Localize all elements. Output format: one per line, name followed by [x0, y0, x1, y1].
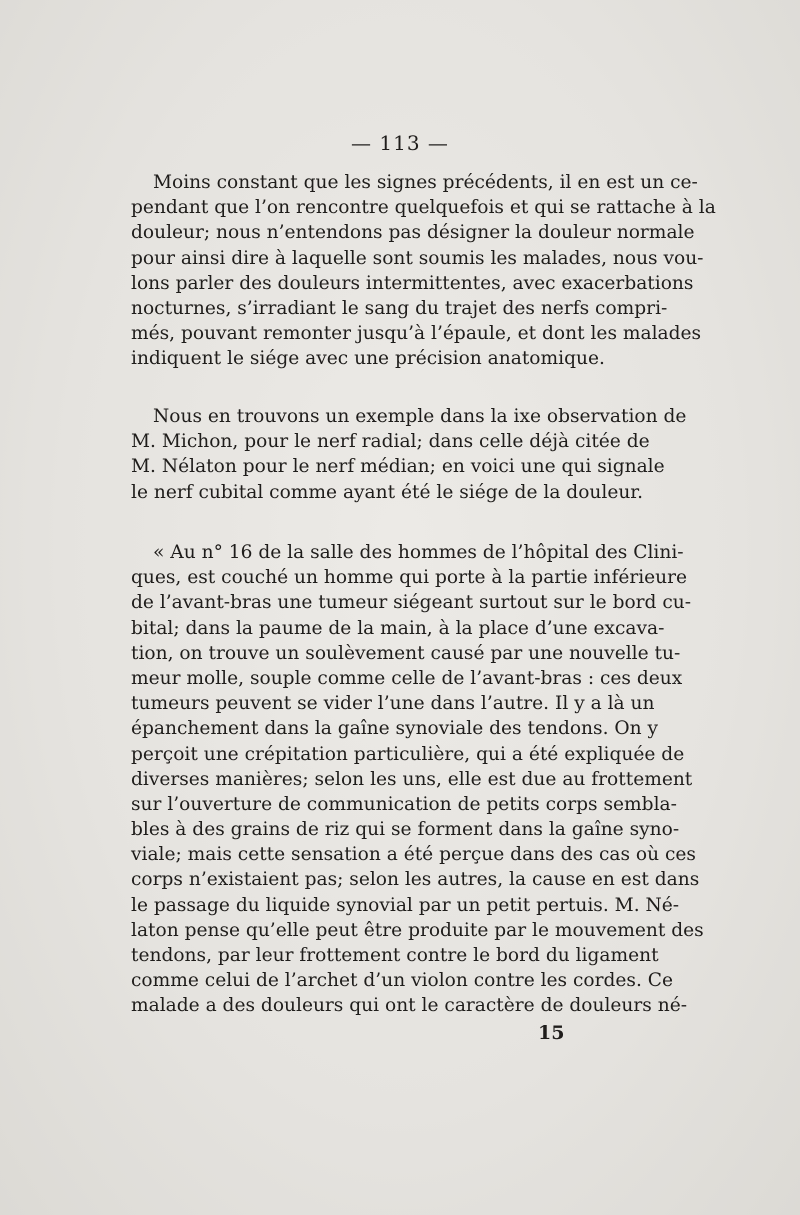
text-line: malade a des douleurs qui ont le caractère de douleurs né- [131, 995, 687, 1017]
text-line: lons parler des douleurs intermittentes, avec exacerbations [131, 272, 694, 294]
text-line: sur l’ouverture de communication de petits corps sembla- [131, 793, 677, 815]
text-line: le passage du liquide synovial par un petit pertuis. M. Né- [131, 894, 680, 916]
text-line: ques, est couché un homme qui porte à la partie inférieure [131, 567, 688, 589]
text-line: diverses manières; selon les uns, elle est due au frottement [131, 768, 693, 790]
text-line: de l’avant-bras une tumeur siégeant surtout sur le bord cu- [131, 592, 692, 614]
text-line: le nerf cubital comme ayant été le siége de la douleur. [131, 481, 644, 503]
text-line: nocturnes, s’irradiant le sang du trajet des nerfs compri- [131, 297, 668, 319]
page-number-header: — 113 — [351, 131, 449, 155]
text-line: viale; mais cette sensation a été perçue dans des cas où ces [131, 844, 696, 866]
text-line: laton pense qu’elle peut être produite par le mouvement des [131, 919, 704, 941]
text-line: bles à des grains de riz qui se forment dans la gaîne syno- [131, 819, 680, 841]
text-line: M. Michon, pour le nerf radial; dans celle déjà citée de [131, 431, 650, 453]
text-line: « Au n° 16 de la salle des hommes de l’hôpital des Clini- [153, 542, 684, 563]
text-line: douleur; nous n’entendons pas désigner la douleur normale [131, 222, 695, 244]
text-line: tumeurs peuvent se vider l’une dans l’autre. Il y a là un [131, 693, 655, 715]
text-line: épanchement dans la gaîne synoviale des tendons. On y [131, 718, 659, 740]
text-line: indiquent le siége avec une précision anatomique. [131, 348, 605, 370]
text-line: Nous en trouvons un exemple dans la ixe observation de [153, 406, 687, 427]
text-line: pendant que l’on rencontre quelquefois et qui se rattache à la [131, 197, 716, 219]
text-line: tion, on trouve un soulèvement causé par une nouvelle tu- [131, 642, 681, 664]
signature-mark: 15 [538, 1022, 565, 1044]
text-line: Moins constant que les signes précédents, il en est un ce- [153, 172, 698, 193]
text-line: comme celui de l’archet d’un violon contre les cordes. Ce [131, 970, 674, 992]
text-line: corps n’existaient pas; selon les autres, la cause en est dans [131, 869, 700, 891]
text-line: meur molle, souple comme celle de l’avant-bras : ces deux [131, 667, 683, 689]
text-line: M. Nélaton pour le nerf médian; en voici une qui signale [131, 456, 665, 478]
paragraph-3 [131, 540, 704, 1019]
text-line: perçoit une crépitation particulière, qui a été expliquée de [131, 743, 685, 765]
paragraph-2 [131, 404, 687, 505]
text-line: més, pouvant remonter jusqu’à l’épaule, et dont les malades [131, 323, 702, 345]
paragraph-1 [131, 170, 716, 372]
text-line: pour ainsi dire à laquelle sont soumis les malades, nous vou- [131, 247, 704, 269]
text-line: tendons, par leur frottement contre le bord du ligament [131, 945, 659, 966]
text-line: bital; dans la paume de la main, à la place d’une excava- [131, 617, 665, 639]
